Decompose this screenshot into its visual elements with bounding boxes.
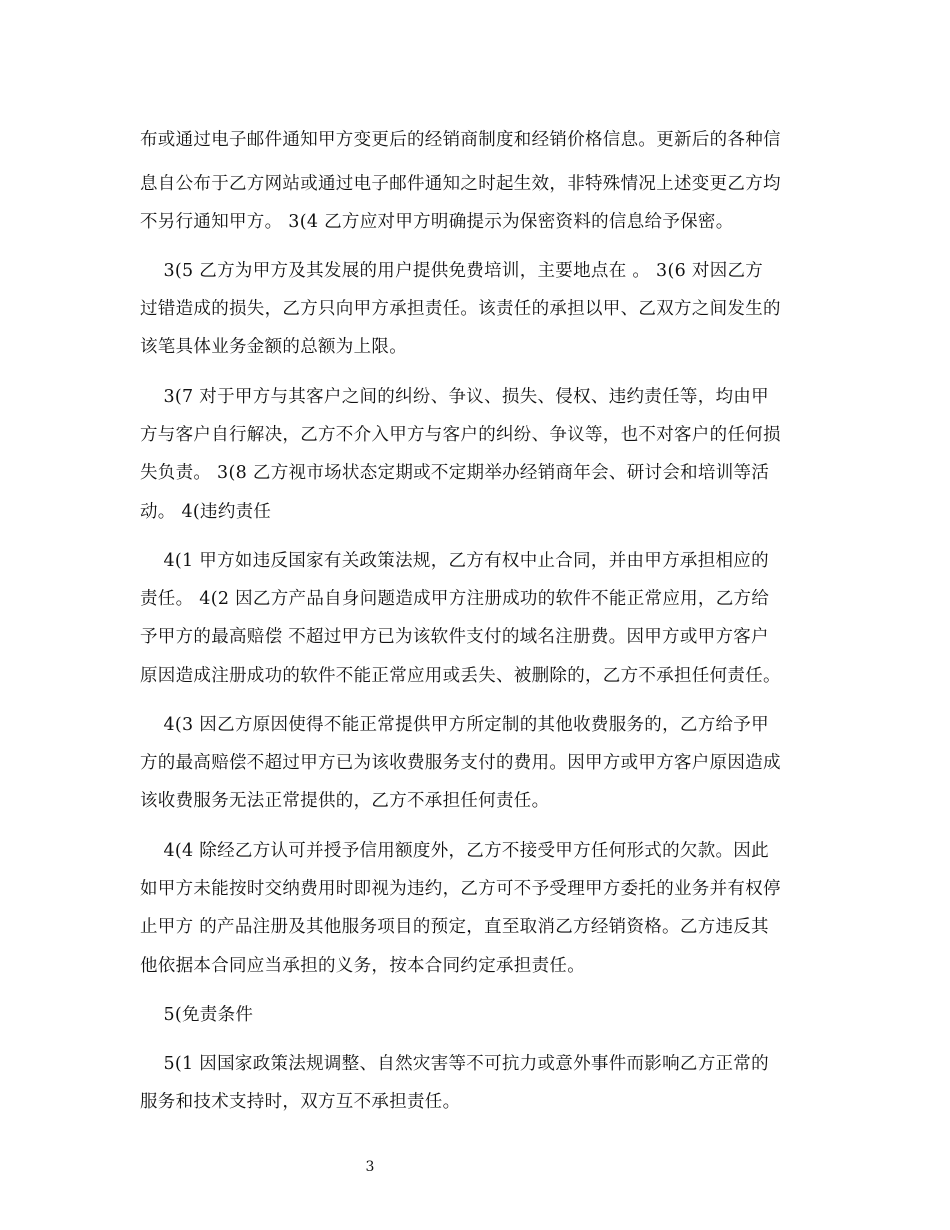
text-line: 过错造成的损失，乙方只向甲方承担责任。该责任的承担以甲、乙双方之间发生的 [140, 299, 781, 319]
text-line: 该笔具体业务金额的总额为上限。 [140, 337, 407, 357]
text-line: 3(7 对于甲方与其客户之间的纠纷、争议、损失、侵权、违约责任等，均由甲 [140, 387, 769, 407]
text-line: 责任。 4(2 因乙方产品自身问题造成甲方注册成功的软件不能正常应用，乙方给 [140, 589, 770, 609]
text-line: 予甲方的最高赔偿 不超过甲方已为该软件支付的域名注册费。因甲方或甲方客户 [140, 627, 769, 647]
text-line: 动。 4(违约责任 [140, 502, 272, 522]
text-line: 布或通过电子邮件通知甲方变更后的经销商制度和经销价格信息。更新后的各种信 [140, 130, 781, 150]
text-line: 失负责。 3(8 乙方视市场状态定期或不定期举办经销商年会、研讨会和培训等活 [140, 463, 770, 483]
section-heading: 5(免责条件 [140, 1005, 254, 1025]
text-line: 4(1 甲方如违反国家有关政策法规，乙方有权中止合同，并由甲方承担相应的 [140, 551, 769, 571]
text-line: 方与客户自行解决，乙方不介入甲方与客户的纠纷、争议等，也不对客户的任何损 [140, 425, 781, 445]
text-line: 息自公布于乙方网站或通过电子邮件通知之时起生效，非特殊情况上述变更乙方均 [140, 174, 781, 194]
text-line: 他依据本合同应当承担的义务，按本合同约定承担责任。 [140, 956, 585, 976]
text-line: 止甲方 的产品注册及其他服务项目的预定，直至取消乙方经销资格。乙方违反其 [140, 917, 769, 937]
text-line: 4(3 因乙方原因使得不能正常提供甲方所定制的其他收费服务的，乙方给予甲 [140, 715, 769, 735]
text-line: 如甲方未能按时交纳费用时即视为违约，乙方可不予受理甲方委托的业务并有权停 [140, 879, 781, 899]
text-line: 服务和技术支持时，双方互不承担责任。 [140, 1092, 461, 1112]
text-line: 方的最高赔偿不超过甲方已为该收费服务支付的费用。因甲方或甲方客户原因造成 [140, 753, 781, 773]
text-line: 不另行通知甲方。 3(4 乙方应对甲方明确提示为保密资料的信息给予保密。 [140, 212, 734, 232]
text-line: 3(5 乙方为甲方及其发展的用户提供免费培训，主要地点在 。 3(6 对因乙方 [140, 261, 764, 281]
page-number: 3 [365, 1159, 375, 1175]
text-line: 原因造成注册成功的软件不能正常应用或丢失、被删除的，乙方不承担任何责任。 [140, 666, 781, 686]
text-line: 5(1 因国家政策法规调整、自然灾害等不可抗力或意外事件而影响乙方正常的 [140, 1054, 769, 1074]
text-line: 4(4 除经乙方认可并授予信用额度外，乙方不接受甲方任何形式的欠款。因此 [140, 841, 769, 861]
text-line: 该收费服务无法正常提供的，乙方不承担任何责任。 [140, 791, 550, 811]
